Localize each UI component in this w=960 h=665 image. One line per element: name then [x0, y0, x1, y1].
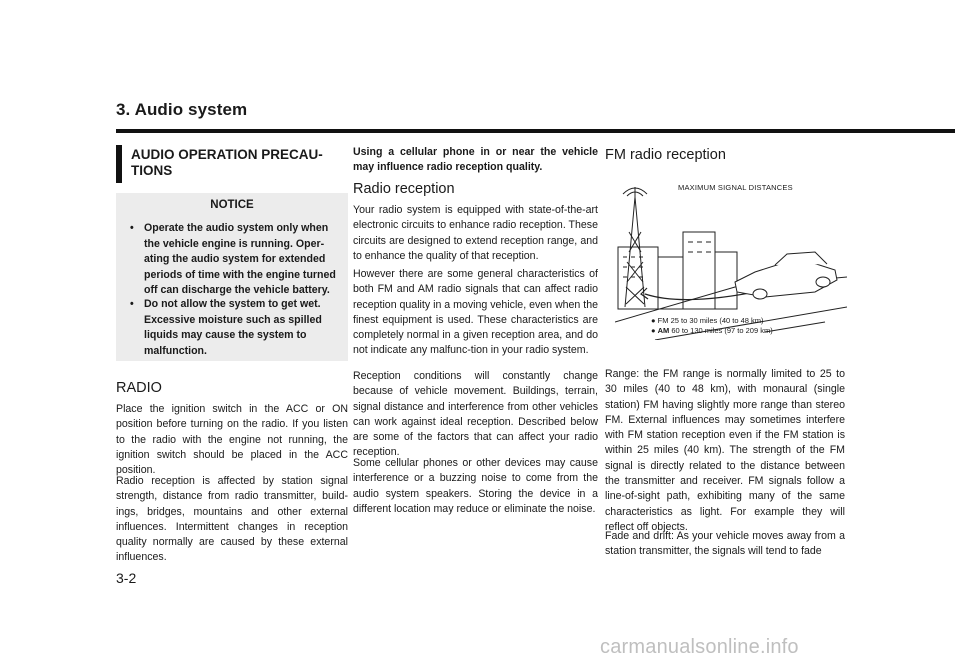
paragraph: However there are some general characteristics of both FM and AM radio signals that can affect radio reception quality in a moving vehicle, even when the finest equipment is used. These characteristics are completely normal in a given reception area, and do not indicate any malfunc-tion in your radio system.	[353, 268, 598, 357]
paragraph: Radio reception is affected by station signal strength, distance from radio transmitter, build-ings, bridges, mountains and other external influences. Intermittent changes in reception quality normally are caused by these external influences.	[116, 475, 348, 564]
notice-bullet-text: Operate the audio system only when the vehicle engine is running. Oper-ating the audio system for extended periods of time with the engine turned off can discharge the vehicle battery.	[144, 222, 336, 297]
paragraph: Fade and drift: As your vehicle moves away from a station transmitter, the signals will tend to fade	[605, 530, 845, 558]
notice-title: NOTICE	[210, 199, 254, 211]
paragraph: Range: the FM range is normally limited to 25 to 30 miles (40 to 48 km), with monaural (single station) FM having slightly more range than stereo FM. External influences may sometimes interfere with FM station reception even if the FM station is within 25 miles (40 km). The strength of the FM signal is directly related to the distance between the transmitter and receiver. FM signals follow a line-of-sight path, exhibiting many of the same characteristics as light. For example they will reflect off objects.	[605, 368, 845, 533]
notice-bullet	[130, 297, 346, 359]
section-divider	[116, 129, 955, 133]
heading-bar	[116, 145, 122, 183]
figure-legend-fm	[651, 316, 764, 325]
bullet-icon: •	[130, 222, 134, 234]
watermark-footer: carmanualsonline.info	[600, 636, 799, 658]
bullet-icon: •	[130, 298, 134, 310]
audio-precautions-heading: AUDIO OPERATION PRECAU-TIONS	[131, 147, 323, 178]
radio-reception-heading: Radio reception	[353, 181, 455, 197]
paragraph: Place the ignition switch in the ACC or ON position before turning on the radio. If you listen to the radio with the engine not running, the ignition switch should be placed in the ACC position.	[116, 403, 348, 477]
legend-text: 25 to 30 miles (40 to 48 km)	[670, 316, 764, 325]
figure-legend-am	[651, 326, 773, 335]
cellular-warning: Using a cellular phone in or near the vehicle may influence radio reception quality.	[353, 146, 598, 174]
paragraph: Your radio system is equipped with state-of-the-art electronic circuits to enhance radio reception. These circuits are designed to extend reception range, and to enhance the quality of that reception.	[353, 204, 598, 262]
notice-bullet	[130, 221, 346, 299]
bullet-icon: ●	[651, 326, 656, 335]
legend-text: 60 to 130 miles (97 to 209 km)	[671, 326, 773, 335]
paragraph: Reception conditions will constantly change because of vehicle movement. Buildings, terrain, signal distance and interference from other vehicles can work against ideal reception. Described below are some of the factors that can affect your radio reception.	[353, 370, 598, 459]
paragraph: Some cellular phones or other devices may cause interference or a buzzing noise to come from the audio system speakers. Storing the device in a different location may reduce or eliminate the noise.	[353, 457, 598, 515]
section-title: 3. Audio system	[116, 100, 248, 119]
notice-bullet-text: Do not allow the system to get wet. Excessive moisture such as spilled liquids may cause the system to malfunction.	[144, 298, 322, 357]
legend-label: AM	[657, 326, 670, 335]
radio-heading: RADIO	[116, 380, 162, 396]
page-number: 3-2	[116, 570, 137, 586]
bullet-icon: ●	[651, 316, 656, 325]
legend-label: FM	[657, 316, 669, 325]
fm-reception-heading: FM radio reception	[605, 147, 726, 163]
figure-title: MAXIMUM SIGNAL DISTANCES	[678, 183, 793, 192]
